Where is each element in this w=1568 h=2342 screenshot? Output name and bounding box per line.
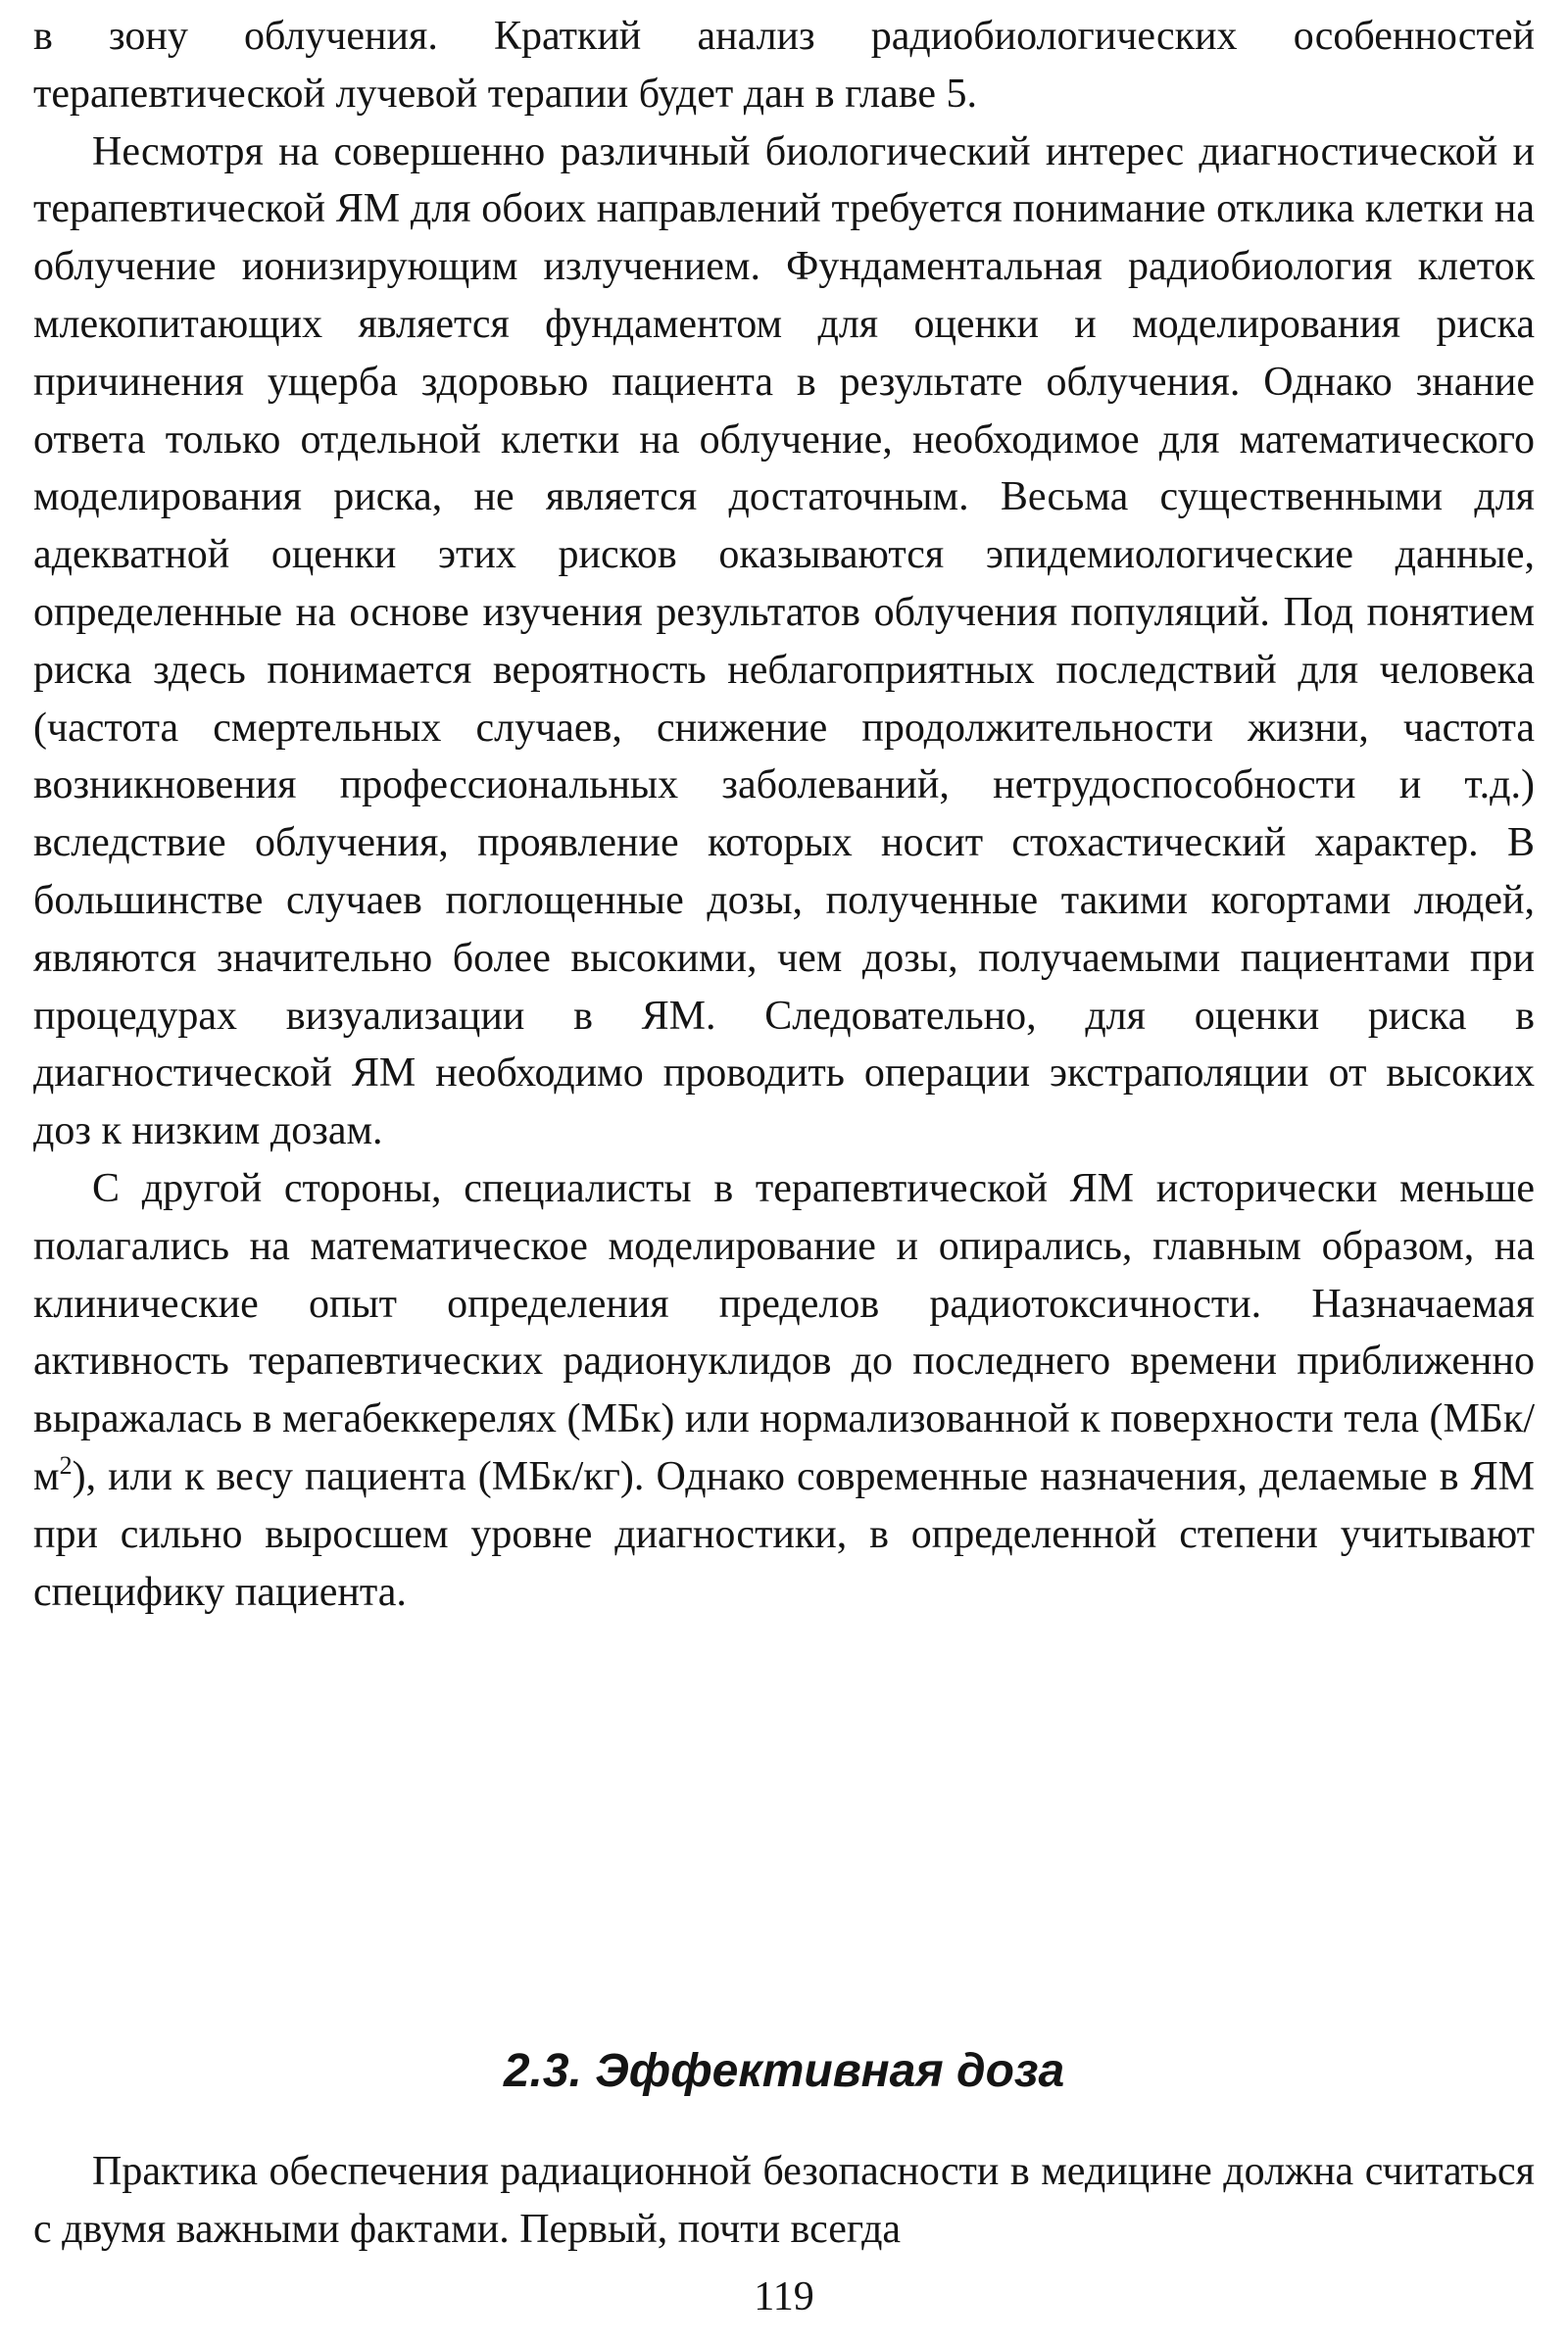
paragraph-therapeutic-text-1: С другой стороны, специалисты в терапевтической ЯМ исторически меньше полагались на математическое моделирование и опирались, главным образом, на клинические опыт определения пределов радиотоксичности. Назначаемая активность терапевтических радионуклидов до последнего времени приближенно выражалась в мегабеккерелях (МБк) или нормализованной к поверхности тела (МБк/м: [33, 1165, 1535, 1499]
paragraph-continuation: в зону облучения. Краткий анализ радиобиологических особенностей терапевтической лучевой терапии будет дан в главе 5.: [33, 14, 1535, 117]
paragraph-radiobiology: Несмотря на совершенно различный биологический интерес диагностической и терапевтической ЯМ для обоих направлений требуется понимание отклика клетки на облучение ионизирующим излучением. Фундаментальная радиобиология клеток млекопитающих является фундаментом для оценки и моделирования риска причинения ущерба здоровью пациента в результате облучения. Однако знание ответа только отдельной клетки на облучение, необходимое для математического моделирования риска, не является достаточным. Весьма существенными для адекватной оценки этих рисков оказываются эпидемиологические данные, определенные на основе изучения результатов облучения популяций. Под понятием риска здесь понимается вероятность неблагоприятных последствий для человека (частота смертельных случаев, снижение продолжительности жизни, частота возникновения профессиональных заболеваний, нетрудоспособности и т.д.) вследствие облучения, проявление которых носит стохастический характер. В большинстве случаев поглощенные дозы, полученные такими когортами людей, являются значительно более высокими, чем дозы, получаемыми пациентами при процедурах визуализации в ЯМ. Следовательно, для оценки риска в диагностической ЯМ необходимо проводить операции экстраполяции от высоких доз к низким дозам.: [33, 128, 1535, 1154]
superscript-2: 2: [59, 1450, 73, 1480]
paragraph-therapeutic: [33, 1160, 1535, 1621]
section-heading: 2.3. Эффективная доза: [503, 2045, 1065, 2097]
page-number: 119: [754, 2274, 814, 2319]
paragraph-therapeutic-text-2: ), или к весу пациента (МБк/кг). Однако современные назначения, делаемые в ЯМ при сильно выросшем уровне диагностики, в определенной степени учитывают специфику пациента.: [33, 1453, 1535, 1615]
paragraph-effective-dose: Практика обеспечения радиационной безопасности в медицине должна считаться с двумя важными фактами. Первый, почти всегда: [33, 2149, 1535, 2252]
body-text-bottom: [33, 2143, 1535, 2259]
body-text-top: [33, 8, 1535, 1621]
